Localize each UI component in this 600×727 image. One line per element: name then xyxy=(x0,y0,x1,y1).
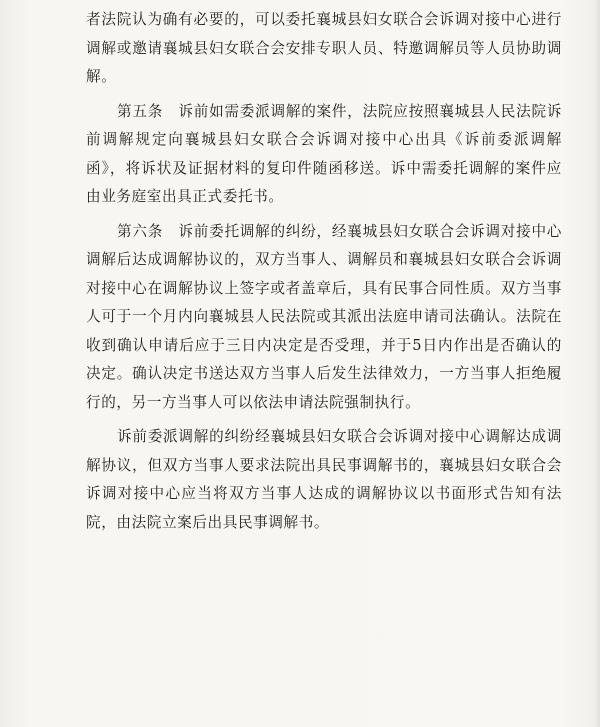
paragraph-continuation: 者法院认为确有必要的，可以委托襄城县妇女联合会诉调对接中心进行调解或邀请襄城县妇女联合会安排专职人员、特邀调解员等人员协助调解。 xyxy=(86,11,562,85)
paragraph-entrusted-mediation: 诉前委派调解的纠纷经襄城县妇女联合会诉调对接中心调解达成调解协议，但双方当事人要求法院出具民事调解书的，襄城县妇女联合会诉调对接中心应当将双方当事人达成的调解协议以书面形式告知有法院，由法院立案后出具民事调解书。 xyxy=(86,428,562,531)
page-edge-shadow xyxy=(594,0,600,727)
document-body xyxy=(86,6,562,537)
paragraph-article-5: 第五条 诉前如需委派调解的案件，法院应按照襄城县人民法院诉前调解规定向襄城县妇女联合会诉调对接中心出具《诉前委派调解函》，将诉状及证据材料的复印件随函移送。诉中需委托调解的案件应由业务庭室出具正式委托书。 xyxy=(86,102,562,205)
paragraph-article-6: 第六条 诉前委托调解的纠纷，经襄城县妇女联合会诉调对接中心调解后达成调解协议的，双方当事人、调解员和襄城县妇女联合会诉调对接中心在调解协议上签字或者盖章后，具有民事合同性质。双方当事人可于一个月内向襄城县人民法院或其派出法庭申请司法确认。法院在收到确认申请后应于三日内决定是否受理，并于5日内作出是否确认的决定。确认决定书送达双方当事人后发生法律效力，一方当事人拒绝履行的，另一方当事人可以依法申请法院强制执行。 xyxy=(86,222,562,411)
